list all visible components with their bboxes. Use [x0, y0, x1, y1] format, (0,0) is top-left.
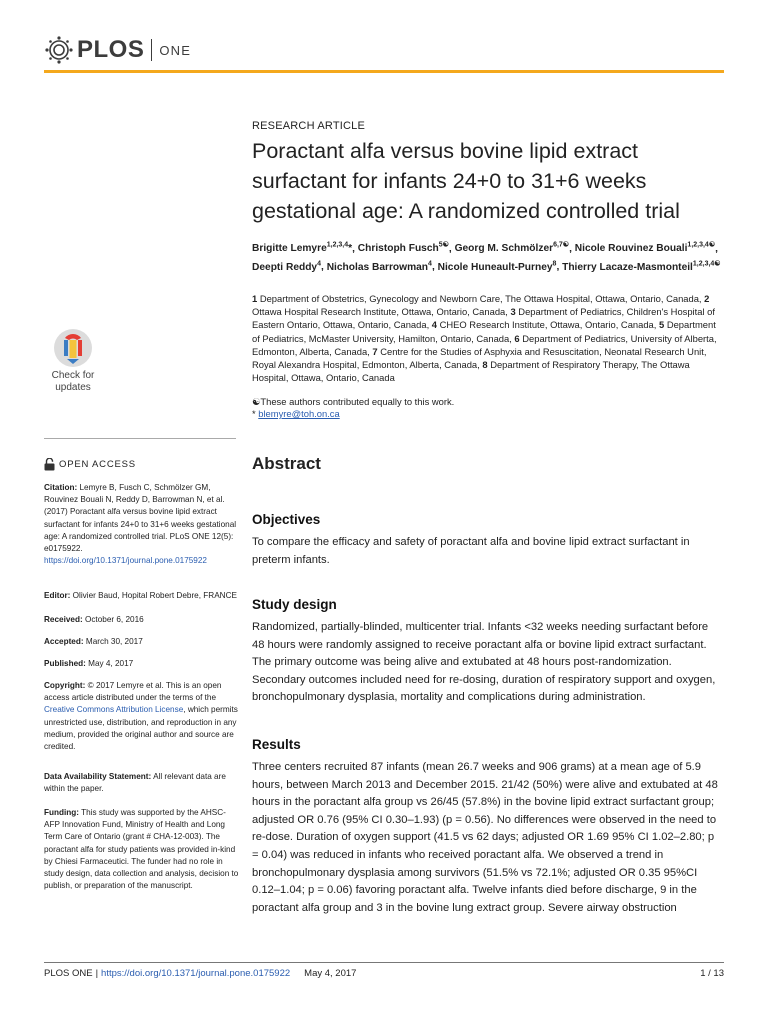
open-access-label: OPEN ACCESS [59, 459, 136, 470]
author-affiliation-marker: 5☯ [438, 242, 449, 249]
check-updates-label: Check for updates [51, 370, 95, 393]
affiliation-number: 4 [431, 319, 440, 331]
objectives-text: To compare the efficacy and safety of poractant alfa and bovine lipid extract surfactant in preterm infants. [252, 536, 690, 566]
author-affiliation-marker: 1,2,3,4☯ [692, 260, 721, 268]
plos-logo-icon [44, 35, 74, 65]
published-date: May 4, 2017 [88, 659, 134, 668]
funding-block [44, 807, 240, 892]
affiliation-text: Department of Respiratory Therapy, The Ottawa Hospital, Ottawa, Ontario, Canada [252, 359, 690, 384]
author-name: Christoph Fusch$^{5☯}$ [357, 242, 449, 255]
editor-text: Olivier Baud, Hopital Robert Debre, FRANCE [72, 591, 237, 600]
affiliation-text: Department of Pediatrics, Children's Hospital of Eastern Ontario, Ottawa, Ontario, Canada, [252, 306, 715, 331]
footer-separator: | [95, 968, 99, 979]
results-text: Three centers recruited 87 infants (mean 26.7 weeks and 906 grams) at a mean age of 5.9 hours, between March 2013 and December 2015. 21/42 (50%) were alive and extubated at 48 hours in the poractant alfa group vs 26/45 (57.8%) in the bovine lipid extract surfactant group; adjusted OR 0.76 (95% CI 0.30–1.93) (p = 0.56). No differences were observed in the need to re-dose. Duration of oxygen support (41.5 vs 62 days; adjusted OR 1.69 95% CI 1.02–2.80; p = 0.04) was reduced in infants who received poractant alfa. We observed a trend in bronchopulmonary dysplasia among survivors (51.5% vs 72.1%; adjusted OR 0.35 95%CI 0.12–1.04; p = 0.06) favoring poractant alfa. Twelve infants died before discharge, 9 in the poractant alfa group and 3 in the bovine lung extract group. Severe airway obstruction [252, 761, 718, 914]
author-name: Nicole Rouvinez Bouali$^{1,2,3,4☯}$ [574, 242, 716, 255]
check-for-updates-badge[interactable] [43, 326, 103, 400]
received-block [44, 614, 240, 626]
header-rule [44, 70, 724, 73]
affiliation-number: 7 [372, 345, 381, 357]
data-availability-text: All relevant data are within the paper. [44, 772, 226, 794]
affiliation-text: Centre for the Studies of Asphyxia and Resuscitation, Neonatal Research Unit, Royal Alexandra Hospital, Edmonton, Alberta, Canada, [252, 345, 707, 371]
data-availability-label: Data Availability Statement: [44, 772, 152, 781]
affiliation-number: 1 [252, 293, 260, 304]
affiliation-number: 6 [514, 332, 523, 344]
page-footer [44, 968, 724, 979]
author-name: Nicholas Barrowman$^4$ [326, 260, 432, 273]
affiliation-text: CHEO Research Institute, Ottawa, Ontario, Canada, [439, 319, 659, 331]
copyright-block [44, 680, 240, 753]
brand-name: PLOS [77, 36, 145, 63]
author-affiliation-marker: 6,7☯ [553, 242, 570, 249]
author-affiliation-marker: 4 [428, 260, 432, 268]
equal-contribution-note: ☯These authors contributed equally to this work. [252, 396, 455, 407]
funding-label: Funding: [44, 808, 80, 817]
footer-date: May 4, 2017 [304, 968, 357, 979]
citation-label: Citation: [44, 483, 78, 492]
affiliation-number: 2 [704, 293, 710, 304]
author-affiliation-marker: 8 [552, 260, 557, 268]
citation-block [44, 482, 240, 567]
open-access-badge [44, 458, 136, 471]
results-heading: Results [252, 737, 301, 752]
plos-logo[interactable] [44, 34, 191, 66]
data-availability-block [44, 771, 240, 795]
accepted-date: March 30, 2017 [85, 637, 143, 646]
author-list: Brigitte Lemyre$^{1,2,3,4}$*, Christoph Fusch$^{5☯}$, Georg M. Schmölzer$^{6,7☯}$, Nicole Rouvinez Bouali$^{1,2,3,4☯}$, Deepti Reddy$^4$, Nicholas Barrowman$^4$, Nicole Huneault-Purney$^8$, Thierry Lacaze-Masmonteil$^{1,2,3,4☯}$ [252, 242, 721, 273]
corresponding-email-link[interactable]: blemyre@toh.on.ca [258, 408, 340, 419]
accepted-block [44, 636, 240, 648]
footer-rule [44, 962, 724, 963]
editor-label: Editor: [44, 591, 71, 600]
brand-divider [151, 39, 152, 61]
copyright-text-a: © 2017 Lemyre et al. This is an open access article distributed under the terms of the [44, 681, 222, 703]
author-name: Georg M. Schmölzer$^{6,7☯}$ [454, 242, 570, 255]
check-updates-icon [43, 326, 103, 370]
study-design-text: Randomized, partially-blinded, multicenter trial. Infants <32 weeks needing surfactant before 48 hours were randomly assigned to receive poractant alfa or bovine lipid extract surfactant. The primary outcome was being alive and extubated at 48 hours post-randomization. Secondary outcomes included need for re-dosing, duration of respiratory support and oxygen, bronchopulmonary dysplasia, mortality and complications during administration. [252, 621, 716, 704]
citation-text: Lemyre B, Fusch C, Schmölzer GM, Rouvinez Bouali N, Reddy D, Barrowman N, et al. (2017) Poractant alfa versus bovine lipid extract surfactant for infants 24+0 to 31+6 weeks gestational age: A randomized controlled trial. PLoS ONE 12(5): e0175922. [44, 483, 237, 554]
corresponding-mark: * [252, 408, 256, 419]
published-block [44, 658, 240, 670]
study-design-heading: Study design [252, 597, 337, 612]
page-number: 1 / 13 [700, 968, 724, 979]
affiliation-number: 5 [658, 319, 667, 331]
affiliation-text: Ottawa Hospital Research Institute, Ottawa, Ontario, Canada, [252, 306, 511, 318]
received-label: Received: [44, 615, 83, 624]
affiliation-number: 3 [510, 306, 519, 318]
article-title: Poractant alfa versus bovine lipid extract surfactant for infants 24+0 to 31+6 weeks gestational age: A randomized controlled trial [252, 139, 680, 223]
author-name: Thierry Lacaze-Masmonteil$^{1,2,3,4☯}$ [562, 260, 721, 273]
corresponding-email-line [252, 408, 722, 420]
author-affiliation-marker: 1,2,3,4 [326, 242, 349, 249]
open-lock-icon [44, 458, 55, 471]
editor-block [44, 590, 240, 602]
author-name: Nicole Huneault-Purney$^8$ [437, 260, 557, 273]
affiliation-number: 8 [482, 359, 491, 371]
author-notes [252, 396, 722, 420]
author-affiliation-marker: 1,2,3,4☯ [687, 242, 716, 249]
journal-name: ONE [159, 42, 192, 58]
published-label: Published: [44, 659, 86, 668]
affiliation-text: Department of Obstetrics, Gynecology and Newborn Care, The Ottawa Hospital, Ottawa, Ontario, Canada, [259, 293, 705, 304]
objectives-heading: Objectives [252, 512, 321, 527]
funding-text: This study was supported by the AHSC-AFP Innovation Fund, Ministry of Health and Long Term Care of Ontario (grant # CHA-12-003). The poractant alfa for study patients was provided in-kind by Chiesi Farmaceutici. The funder had no role in study design, data collection and analysis, decision to publish, or preparation of the manuscript. [44, 808, 239, 891]
abstract-heading: Abstract [252, 454, 321, 473]
affiliations [252, 292, 724, 384]
received-date: October 6, 2016 [84, 615, 144, 624]
citation-doi-link[interactable]: https://doi.org/10.1371/journal.pone.0175922 [44, 556, 207, 566]
author-name: Deepti Reddy$^4$ [252, 260, 322, 273]
affiliation-text: Department of Pediatrics, McMaster University, Hamilton, Ontario, Canada, [252, 319, 716, 344]
copyright-label: Copyright: [44, 681, 86, 690]
copyright-text-b: , which permits unrestricted use, distribution, and reproduction in any medium, provided the original author and source are credited. [44, 705, 238, 752]
article-type: RESEARCH ARTICLE [252, 120, 366, 132]
footer-doi-link[interactable]: https://doi.org/10.1371/journal.pone.0175922 [101, 968, 291, 979]
author-affiliation-marker: 4 [317, 260, 322, 268]
footer-journal: PLOS ONE [44, 968, 93, 979]
author-name: Brigitte Lemyre$^{1,2,3,4}$* [252, 242, 353, 255]
sidebar-rule [44, 438, 236, 439]
cc-license-link[interactable]: Creative Commons Attribution License [44, 705, 184, 715]
affiliation-text: Department of Pediatrics, University of Alberta, Edmonton, Alberta, Canada, [252, 332, 717, 357]
accepted-label: Accepted: [44, 637, 84, 646]
